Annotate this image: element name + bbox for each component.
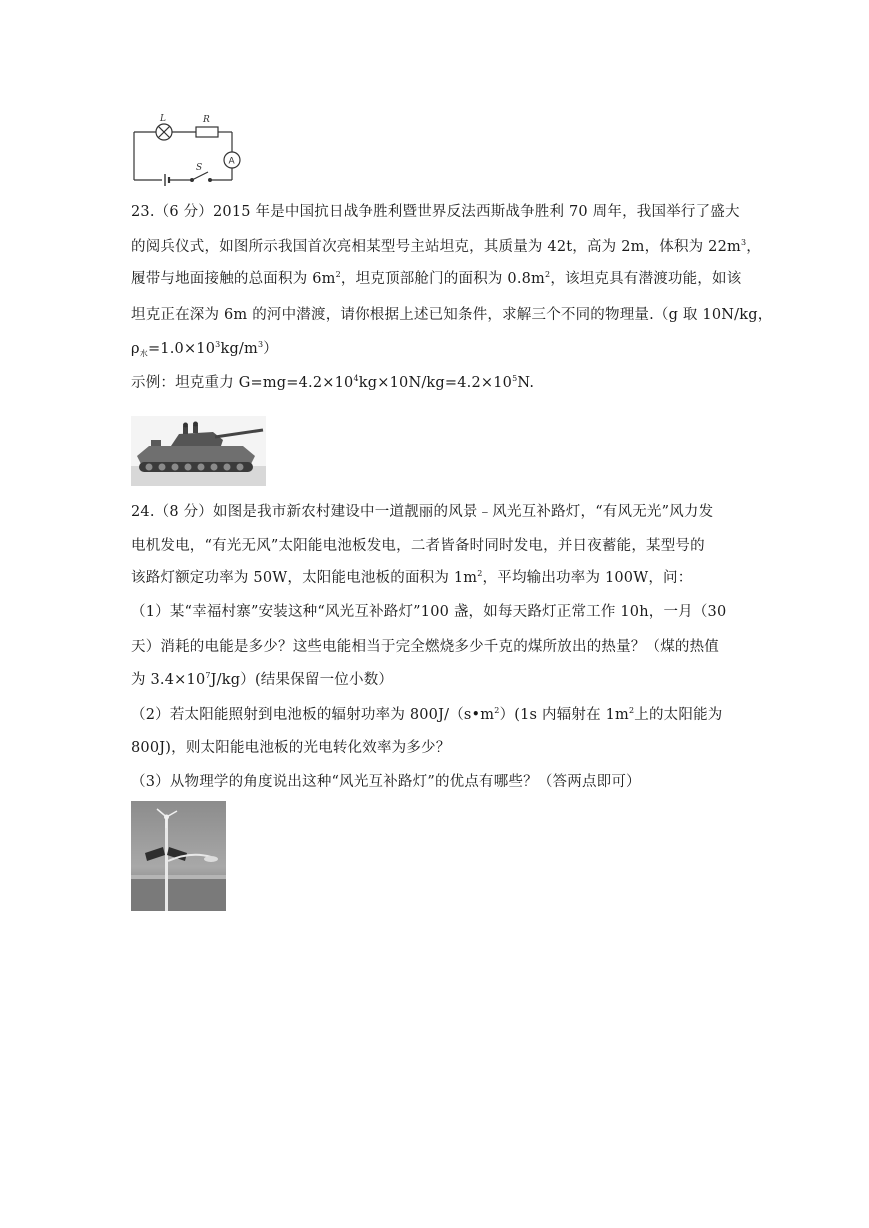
switch-label: S [196, 163, 203, 173]
q24-part2-line-2: 800J)，则太阳能电池板的光电转化效率为多少？ [131, 740, 451, 756]
tank-photo [131, 416, 266, 486]
q23-line-2: 的阅兵仪式，如图所示我国首次亮相某型号主站坦克，其质量为 42t，高为 2m，体积为 $22m^3$， [131, 238, 761, 255]
q24-part3-line-1: （3）从物理学的角度说出这种“风光互补路灯”的优点有哪些？（答两点即可） [131, 774, 641, 790]
q24-part2-line-1: （2）若太阳能照射到电池板的辐射功率为 $800J/(s•m^2)(1s$ 内辐射在 $1m^2$上的太阳能为 [131, 706, 723, 723]
q24-part1-line-2: 天）消耗的电能是多少？这些电能相当于完全燃烧多少千克的煤所放出的热量？（煤的热值 [131, 639, 719, 655]
q24-line-2: 电机发电，“有光无风”太阳能电池板发电，二者皆备时同时发电，并日夜蓄能，某型号的 [131, 538, 705, 554]
q24-part1-line-3: 为 $3.4\times 10^7J/kg$）(结果保留一位小数） [131, 671, 394, 688]
circuit-diagram [130, 110, 242, 186]
q24-line-1: 24.（8 分）如图是我市新农村建设中一道靓丽的风景﹣风光互补路灯，“有风无光”风力发 [131, 504, 714, 520]
q23-example: 示例：坦克重力 $G=mg=4.2\times 10^4kg\times 10N/kg=4.2\times 10^5N$. [131, 374, 535, 391]
q24-part1-line-1: （1）某“幸福村寨”安装这种“风光互补路灯”100 盏，如每天路灯正常工作 10h，一月（30 [131, 604, 727, 620]
street-lamp-photo [131, 801, 226, 911]
q24-line-3: 该路灯额定功率为 50W，太阳能电池板的面积为 $1m^2$，平均输出功率为 100W，问： [131, 569, 693, 586]
q23-line-3: 履带与地面接触的总面积为 $6m^2$，坦克顶部舱门的面积为 $0.8m^2$，该坦克具有潜渡功能，如该 [131, 270, 742, 287]
ammeter-label: A [228, 156, 235, 167]
lamp-label: L [160, 114, 166, 124]
resistor-label: R [203, 115, 210, 125]
q23-line-4: 坦克正在深为 6m 的河中潜渡，请你根据上述已知条件，求解三个不同的物理量.（g 取 10N/kg， [131, 307, 773, 323]
q23-line-1: 23.（6 分）2015 年是中国抗日战争胜利暨世界反法西斯战争胜利 70 周年，我国举行了盛大 [131, 204, 740, 220]
q23-line-5: $\rho_水=1.0\times 10^3kg/m^3$） [131, 340, 278, 358]
